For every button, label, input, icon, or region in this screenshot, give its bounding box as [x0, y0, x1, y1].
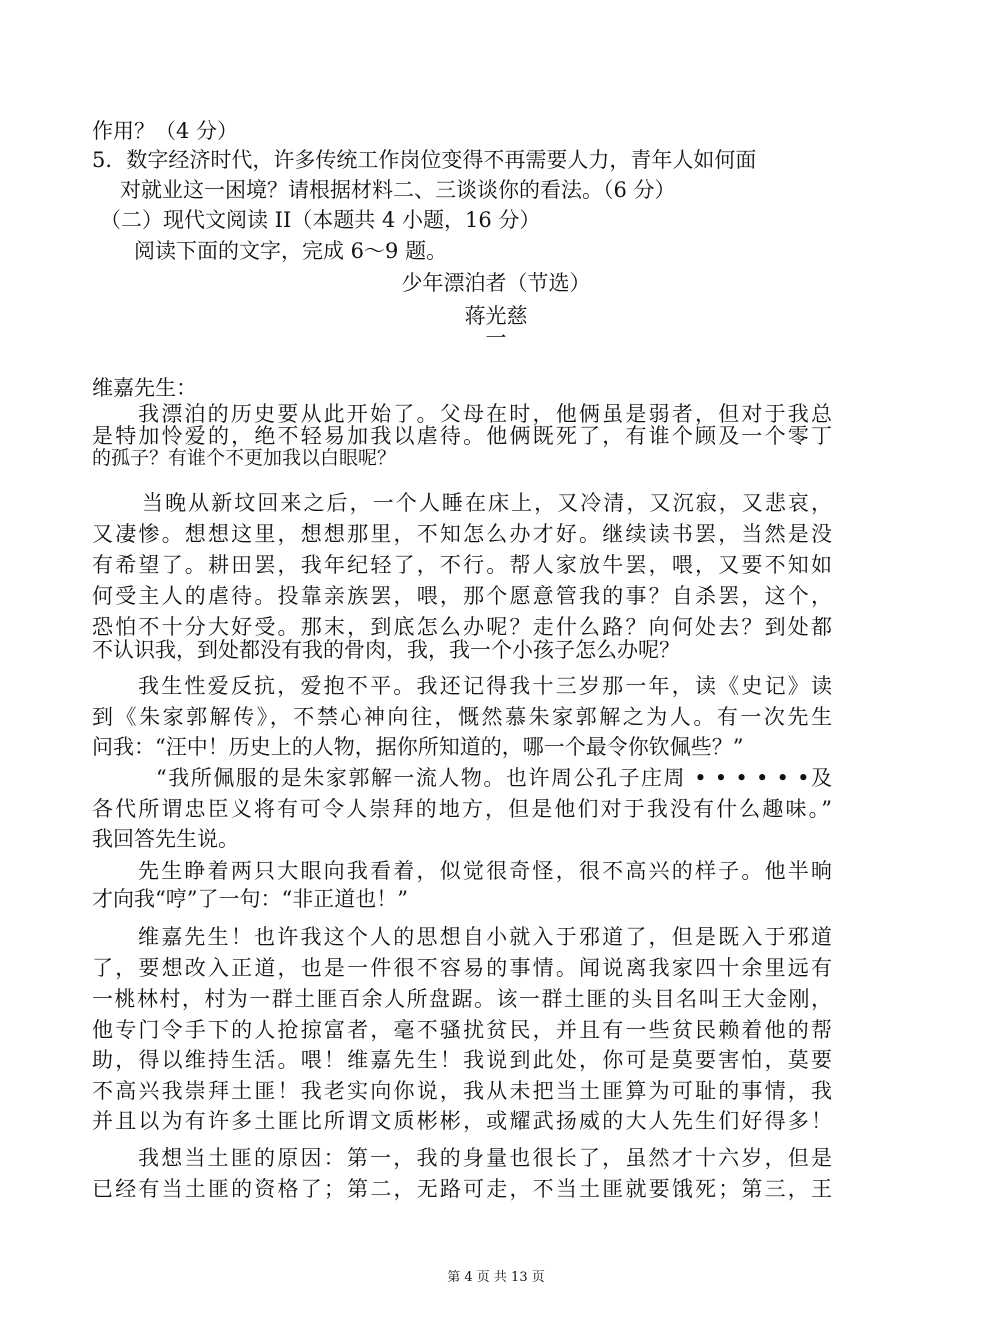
p6-line: 并且以为有许多土匪比所谓文质彬彬，或耀武扬威的大人先生们好得多！: [92, 1109, 832, 1133]
p6-line: 了，要想改入正道，也是一件很不容易的事情。闻说离我家四十余里远有: [92, 956, 832, 980]
p6-line: 助，得以维持生活。喂！维嘉先生！我说到此处，你可是莫要害怕，莫要: [92, 1048, 832, 1072]
q4-tail: 作用？（4 分）: [92, 119, 239, 143]
p6-line: 维嘉先生！也许我这个人的思想自小就入于邪道了，但是既入于邪道: [138, 925, 832, 949]
p7-line: 我想当土匪的原因：第一，我的身量也很长了，虽然才十六岁，但是: [138, 1146, 832, 1170]
p2-line: 不认识我，到处都没有我的骨肉，我，我一个小孩子怎么办呢？: [92, 638, 680, 662]
p6-line: 一桃林村，村为一群土匪百余人所盘踞。该一群土匪的头目名叫王大金刚，: [92, 987, 832, 1011]
q5-line1: 5．数字经济时代，许多传统工作岗位变得不再需要人力，青年人如何面: [92, 148, 757, 172]
article-title: 少年漂泊者（节选）: [401, 271, 591, 295]
p2-line: 恐怕不十分大好受。那末，到底怎么办呢？走什么路？向何处去？到处都: [92, 615, 832, 639]
p1-line: 的孤子？有谁个不更加我以白眼呢？: [92, 447, 397, 469]
p1-line: 是特加怜爱的，绝不轻易加我以虐待。他俩既死了，有谁个顾及一个零丁: [92, 424, 832, 448]
p3-line: 到《朱家郭解传》，不禁心神向往，慨然慕朱家郭解之为人。有一次先生: [92, 705, 832, 729]
page-footer: 第 4 页 共 13 页: [447, 1270, 545, 1285]
p4-line: 各代所谓忠臣义将有可令人崇拜的地方，但是他们对于我没有什么趣味。”: [92, 797, 832, 821]
article-part-number: 一: [485, 326, 507, 350]
section-heading: （二）现代文阅读 II（本题共 4 小题，16 分）: [100, 208, 541, 232]
p2-line: 有希望了。耕田罢，我年纪轻了，不行。帮人家放牛罢，喂，又要不知如: [92, 553, 832, 577]
p4-line: 我回答先生说。: [92, 827, 239, 851]
p6-line: 不高兴我崇拜土匪！我老实向你说，我从未把当土匪算为可耻的事情，我: [92, 1079, 832, 1103]
p2-line: 又凄惨。想想这里，想想那里，不知怎么办才好。继续读书罢，当然是没: [92, 522, 832, 546]
q5-line2: 对就业这一困境？请根据材料二、三谈谈你的看法。（6 分）: [120, 178, 676, 202]
p3-line: 问我：“汪中！历史上的人物，据你所知道的，哪一个最令你钦佩些？”: [92, 735, 744, 759]
p1-line: 我漂泊的历史要从此开始了。父母在时，他俩虽是弱者，但对于我总: [138, 402, 832, 426]
p5-line: 先生睁着两只大眼向我看着，似觉很奇怪，很不高兴的样子。他半晌: [138, 859, 832, 883]
p5-line: 才向我“哼”了一句：“非正道也！”: [92, 887, 408, 911]
p3-line: 我生性爱反抗，爱抱不平。我还记得我十三岁那一年，读《史记》读: [138, 674, 832, 698]
p4-line: “我所佩服的是朱家郭解一流人物。也许周公孔子庄周 • • • • • •及: [156, 766, 832, 790]
salutation: 维嘉先生：: [92, 376, 197, 400]
p7-line: 已经有当土匪的资格了；第二，无路可走，不当土匪就要饿死；第三，王: [92, 1177, 832, 1201]
article-author: 蒋光慈: [464, 304, 528, 328]
section-instruction: 阅读下面的文字，完成 6～9 题。: [134, 239, 448, 263]
p2-line: 当晚从新坟回来之后，一个人睡在床上，又冷清，又沉寂，又悲哀，: [142, 491, 832, 515]
p2-line: 何受主人的虐待。投靠亲族罢，喂，那个愿意管我的事？自杀罢，这个，: [92, 584, 832, 608]
p6-line: 他专门令手下的人抢掠富者，毫不骚扰贫民，并且有一些贫民赖着他的帮: [92, 1018, 832, 1042]
